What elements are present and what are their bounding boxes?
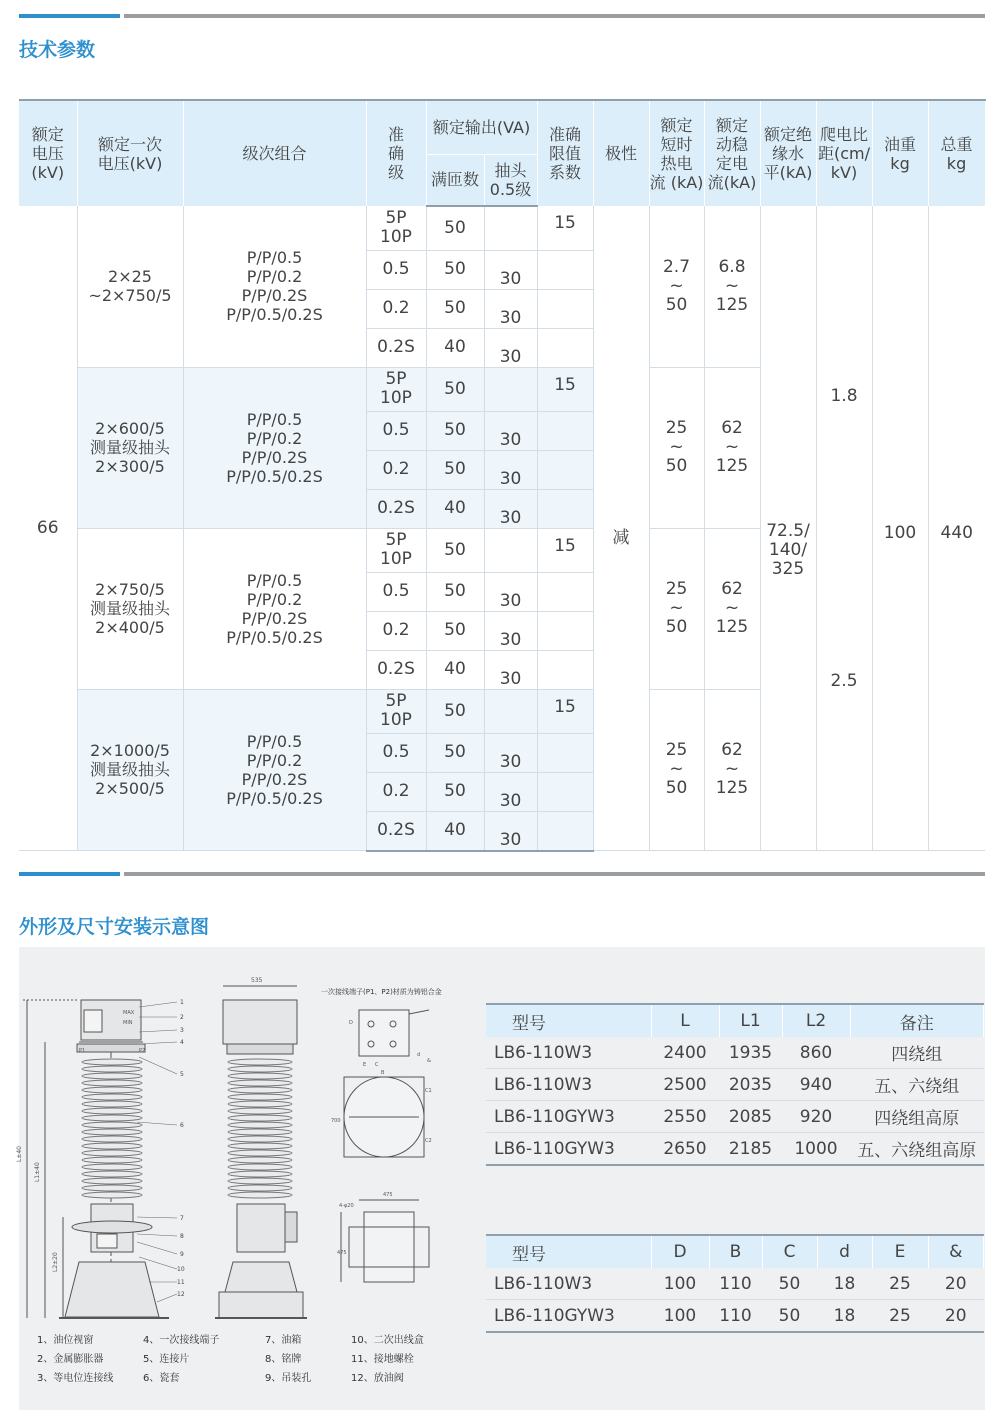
- dim1-row: [486, 1069, 984, 1101]
- dim1-cell: 860: [782, 1037, 850, 1069]
- header-limit-factor: 准确 限值 系数: [537, 100, 593, 206]
- header-oil-weight: 油重 kg: [872, 100, 928, 206]
- dim1-cell: 五、六绕组高原: [850, 1133, 984, 1166]
- legend-item: 8、铭牌: [265, 1354, 302, 1365]
- dim2-cell: 25: [872, 1300, 928, 1333]
- dim1-cell: LB6-110GYW3: [486, 1101, 651, 1133]
- header-polarity: 极性: [593, 100, 649, 206]
- svg-text:d: d: [417, 1052, 421, 1058]
- dim1-cell: 940: [782, 1069, 850, 1101]
- cell-thermal-current: 25 ~ 50: [649, 528, 704, 689]
- svg-text:E: E: [363, 1062, 367, 1068]
- drawing-panel: [16, 947, 985, 1410]
- legend-item: 2、金属膨胀器: [37, 1354, 104, 1365]
- section-title-tech-params: 技术参数: [19, 39, 96, 61]
- svg-text:B: B: [381, 1070, 385, 1076]
- cell-tap-output: 30: [484, 772, 537, 811]
- dim1-cell: 1000: [782, 1133, 850, 1166]
- svg-text:D: D: [349, 1020, 353, 1026]
- cell-accuracy-class: 5P 10P: [366, 206, 426, 250]
- legend-item: 1、油位视窗: [37, 1335, 94, 1346]
- cell-tap-output: 30: [484, 450, 537, 489]
- label-L1: L1±40: [34, 1162, 41, 1182]
- header-insulation: 额定绝 缘水 平(kA): [760, 100, 816, 206]
- svg-text:5: 5: [180, 1071, 184, 1078]
- cell-accuracy-class: 0.5: [366, 733, 426, 772]
- cell-limit-factor: 15: [537, 689, 593, 733]
- cell-combos: P/P/0.5 P/P/0.2 P/P/0.2S P/P/0.5/0.2S: [183, 689, 366, 851]
- svg-text:8: 8: [180, 1233, 184, 1240]
- dim2-cell: LB6-110W3: [486, 1268, 651, 1300]
- cell-dynamic-current: 62 ~ 125: [704, 367, 760, 528]
- label-max: MAX: [123, 1010, 135, 1016]
- dim1-cell: 2185: [719, 1133, 782, 1166]
- cell-full-output: 50: [426, 733, 484, 772]
- cell-tap-output: 30: [484, 650, 537, 689]
- cell-accuracy-class: 0.5: [366, 572, 426, 611]
- cell-dynamic-current: 6.8 ~ 125: [704, 206, 760, 367]
- dim1-row: [486, 1101, 984, 1133]
- dim2-header: &: [928, 1235, 984, 1268]
- cell-accuracy-class: 0.2S: [366, 328, 426, 367]
- svg-text:&: &: [427, 1058, 431, 1064]
- legend-item: 9、吊装孔: [265, 1373, 312, 1384]
- legend-item: 4、一次接线端子: [143, 1335, 220, 1346]
- cell-ratio: 2×750/5 测量级抽头 2×400/5: [77, 528, 183, 689]
- cell-tap-output: 30: [484, 811, 537, 851]
- cell-accuracy-class: 0.5: [366, 250, 426, 289]
- dim2-cell: 110: [709, 1300, 762, 1333]
- header-rated-output: 额定输出(VA): [426, 100, 537, 154]
- cell-oil-weight: 100: [872, 206, 928, 851]
- cell-ratio: 2×600/5 测量级抽头 2×300/5: [77, 367, 183, 528]
- header-dynamic-current: 额定 动稳 定电 流(kA): [704, 100, 760, 206]
- legend-item: 11、接地螺栓: [351, 1354, 414, 1365]
- section-bar-rule-2: [124, 872, 985, 876]
- svg-text:475: 475: [383, 1192, 393, 1198]
- cell-full-output: 50: [426, 611, 484, 650]
- legend-item: 3、等电位连接线: [37, 1373, 114, 1384]
- cell-ratio: 2×1000/5 测量级抽头 2×500/5: [77, 689, 183, 851]
- dim1-row: [486, 1037, 984, 1069]
- cell-limit-factor: 15: [537, 206, 593, 250]
- dim2-cell: 100: [651, 1268, 709, 1300]
- cell-tap-output: 30: [484, 733, 537, 772]
- cell-limit-factor: [537, 289, 593, 328]
- dim2-header: C: [762, 1235, 817, 1268]
- svg-text:12: 12: [177, 1291, 185, 1298]
- cell-limit-factor: 15: [537, 367, 593, 411]
- svg-text:475: 475: [337, 1250, 347, 1256]
- dim1-header: 型号: [486, 1004, 651, 1037]
- cell-limit-factor: [537, 450, 593, 489]
- dim1-cell: 2500: [651, 1069, 719, 1101]
- dim2-header: d: [817, 1235, 872, 1268]
- cell-limit-factor: [537, 772, 593, 811]
- dim2-cell: 50: [762, 1268, 817, 1300]
- legend-item: 10、二次出线盒: [351, 1335, 424, 1346]
- dim2-header: 型号: [486, 1235, 651, 1268]
- header-combination: 级次组合: [183, 100, 366, 206]
- header-full-turns: 满匝数: [426, 154, 484, 206]
- svg-text:4: 4: [180, 1039, 184, 1046]
- cell-tap-output: [484, 367, 537, 411]
- cell-tap-output: 30: [484, 328, 537, 367]
- svg-text:7: 7: [180, 1215, 184, 1222]
- cell-full-output: 40: [426, 489, 484, 528]
- cell-insulation: 72.5/ 140/ 325: [760, 206, 816, 851]
- cell-full-output: 50: [426, 572, 484, 611]
- cell-thermal-current: 2.7 ~ 50: [649, 206, 704, 367]
- header-rated-voltage: 额定 电压 (kV): [19, 100, 77, 206]
- dim2-header: E: [872, 1235, 928, 1268]
- cell-accuracy-class: 0.2: [366, 772, 426, 811]
- svg-text:3: 3: [180, 1027, 184, 1034]
- dim1-cell: 2035: [719, 1069, 782, 1101]
- terminal-note: 一次接线端子(P1、P2)材质为铸铝合金: [321, 988, 442, 996]
- section-title-dimensions: 外形及尺寸安装示意图: [19, 916, 210, 938]
- dimension-table-1: [486, 1003, 984, 1166]
- dim1-cell: 四绕组高原: [850, 1101, 984, 1133]
- spec-row: [19, 206, 985, 250]
- cell-dynamic-current: 62 ~ 125: [704, 528, 760, 689]
- cell-accuracy-class: 0.2: [366, 611, 426, 650]
- label-min: MIN: [123, 1020, 133, 1026]
- label-L2: L2±20: [52, 1252, 59, 1272]
- dim2-cell: 25: [872, 1268, 928, 1300]
- dimension-table-2: [486, 1234, 984, 1333]
- cell-creepage-b: 2.5: [816, 528, 872, 851]
- cell-limit-factor: [537, 411, 593, 450]
- svg-text:6: 6: [180, 1122, 184, 1129]
- section-bar-rule: [124, 14, 985, 18]
- dim1-cell: 1935: [719, 1037, 782, 1069]
- cell-full-output: 40: [426, 328, 484, 367]
- dim1-cell: 四绕组: [850, 1037, 984, 1069]
- dim2-header: B: [709, 1235, 762, 1268]
- header-creepage: 爬电比 距(cm/ kV): [816, 100, 872, 206]
- cell-accuracy-class: 5P 10P: [366, 528, 426, 572]
- dim2-cell: 100: [651, 1300, 709, 1333]
- cell-accuracy-class: 0.2S: [366, 650, 426, 689]
- cell-limit-factor: [537, 250, 593, 289]
- label-p1: P1: [79, 1048, 86, 1054]
- cell-full-output: 50: [426, 250, 484, 289]
- header-thermal-current: 额定 短时 热电 流 (kA): [649, 100, 704, 206]
- cell-accuracy-class: 0.2: [366, 289, 426, 328]
- legend-item: 6、瓷套: [143, 1373, 180, 1384]
- dim1-header: L2: [782, 1004, 850, 1037]
- cell-full-output: 50: [426, 289, 484, 328]
- dim2-cell: LB6-110GYW3: [486, 1300, 651, 1333]
- dim1-cell: LB6-110W3: [486, 1037, 651, 1069]
- cell-accuracy-class: 0.2: [366, 450, 426, 489]
- cell-tap-output: 30: [484, 489, 537, 528]
- cell-combos: P/P/0.5 P/P/0.2 P/P/0.2S P/P/0.5/0.2S: [183, 206, 366, 367]
- cell-full-output: 50: [426, 206, 484, 250]
- dim2-cell: 110: [709, 1268, 762, 1300]
- svg-text:2: 2: [180, 1014, 184, 1021]
- header-accuracy-class: 准 确 级: [366, 100, 426, 206]
- spec-row: [19, 528, 985, 572]
- cell-tap-output: 30: [484, 289, 537, 328]
- dim2-row: [486, 1300, 984, 1333]
- svg-text:C2: C2: [425, 1138, 432, 1144]
- cell-limit-factor: [537, 611, 593, 650]
- header-rated-primary: 额定一次 电压(kV): [77, 100, 183, 206]
- cell-polarity: 减: [593, 206, 649, 851]
- cell-full-output: 50: [426, 411, 484, 450]
- cell-full-output: 50: [426, 689, 484, 733]
- label-p2: P2: [139, 1048, 146, 1054]
- cell-tap-output: 30: [484, 611, 537, 650]
- cell-full-output: 50: [426, 772, 484, 811]
- dim2-header: D: [651, 1235, 709, 1268]
- section-bar-accent-2: [19, 872, 120, 876]
- cell-full-output: 40: [426, 811, 484, 851]
- dim1-cell: LB6-110GYW3: [486, 1133, 651, 1166]
- legend-item: 12、放油阀: [351, 1373, 404, 1384]
- svg-text:9: 9: [180, 1251, 184, 1258]
- svg-text:11: 11: [177, 1279, 185, 1286]
- dim2-cell: 20: [928, 1300, 984, 1333]
- cell-tap-output: 30: [484, 250, 537, 289]
- header-total-weight: 总重 kg: [928, 100, 985, 206]
- dim1-cell: 2650: [651, 1133, 719, 1166]
- cell-limit-factor: [537, 733, 593, 772]
- dim2-cell: 50: [762, 1300, 817, 1333]
- dim-535: 535: [251, 977, 263, 984]
- cell-full-output: 50: [426, 367, 484, 411]
- dim2-row: [486, 1268, 984, 1300]
- legend-item: 5、连接片: [143, 1354, 190, 1365]
- spec-table: [19, 99, 986, 852]
- cell-dynamic-current: 62 ~ 125: [704, 689, 760, 851]
- cell-tap-output: 30: [484, 572, 537, 611]
- cell-limit-factor: [537, 811, 593, 851]
- cell-limit-factor: [537, 650, 593, 689]
- cell-full-output: 50: [426, 528, 484, 572]
- cell-limit-factor: [537, 328, 593, 367]
- dim1-header: L: [651, 1004, 719, 1037]
- cell-limit-factor: 15: [537, 528, 593, 572]
- cell-thermal-current: 25 ~ 50: [649, 367, 704, 528]
- dim1-cell: 2400: [651, 1037, 719, 1069]
- cell-voltage: 66: [19, 206, 77, 851]
- dim1-cell: LB6-110W3: [486, 1069, 651, 1101]
- svg-text:1: 1: [180, 999, 184, 1006]
- dim2-cell: 18: [817, 1268, 872, 1300]
- legend-item: 7、油箱: [265, 1335, 302, 1346]
- cell-accuracy-class: 5P 10P: [366, 367, 426, 411]
- dim2-cell: 18: [817, 1300, 872, 1333]
- dim1-row: [486, 1133, 984, 1166]
- svg-text:C: C: [375, 1062, 379, 1068]
- dim2-cell: 20: [928, 1268, 984, 1300]
- cell-full-output: 50: [426, 450, 484, 489]
- cell-accuracy-class: 0.2S: [366, 489, 426, 528]
- dim1-cell: 五、六绕组: [850, 1069, 984, 1101]
- cell-accuracy-class: 0.5: [366, 411, 426, 450]
- cell-limit-factor: [537, 489, 593, 528]
- header-tap: 抽头 0.5级: [484, 154, 537, 206]
- svg-text:C1: C1: [425, 1088, 432, 1094]
- cell-combos: P/P/0.5 P/P/0.2 P/P/0.2S P/P/0.5/0.2S: [183, 367, 366, 528]
- cell-accuracy-class: 0.2S: [366, 811, 426, 851]
- svg-text:700: 700: [331, 1118, 341, 1124]
- cell-tap-output: [484, 528, 537, 572]
- outline-drawing: [16, 972, 489, 1352]
- svg-text:10: 10: [177, 1266, 185, 1273]
- cell-ratio: 2×25 ~2×750/5: [77, 206, 183, 367]
- cell-total-weight: 440: [928, 206, 985, 851]
- cell-thermal-current: 25 ~ 50: [649, 689, 704, 851]
- cell-tap-output: [484, 689, 537, 733]
- dim1-header: 备注: [850, 1004, 984, 1037]
- dim1-header: L1: [719, 1004, 782, 1037]
- cell-accuracy-class: 5P 10P: [366, 689, 426, 733]
- cell-combos: P/P/0.5 P/P/0.2 P/P/0.2S P/P/0.5/0.2S: [183, 528, 366, 689]
- dim1-cell: 2550: [651, 1101, 719, 1133]
- parts-legend: [37, 1331, 477, 1391]
- cell-full-output: 40: [426, 650, 484, 689]
- cell-tap-output: 30: [484, 411, 537, 450]
- cell-tap-output: [484, 206, 537, 250]
- cell-limit-factor: [537, 572, 593, 611]
- cell-creepage-a: 1.8: [816, 206, 872, 528]
- svg-text:4-φ20: 4-φ20: [339, 1203, 354, 1209]
- dim1-cell: 920: [782, 1101, 850, 1133]
- dim1-cell: 2085: [719, 1101, 782, 1133]
- label-L: L±40: [16, 1145, 23, 1162]
- section-bar-accent: [19, 14, 120, 18]
